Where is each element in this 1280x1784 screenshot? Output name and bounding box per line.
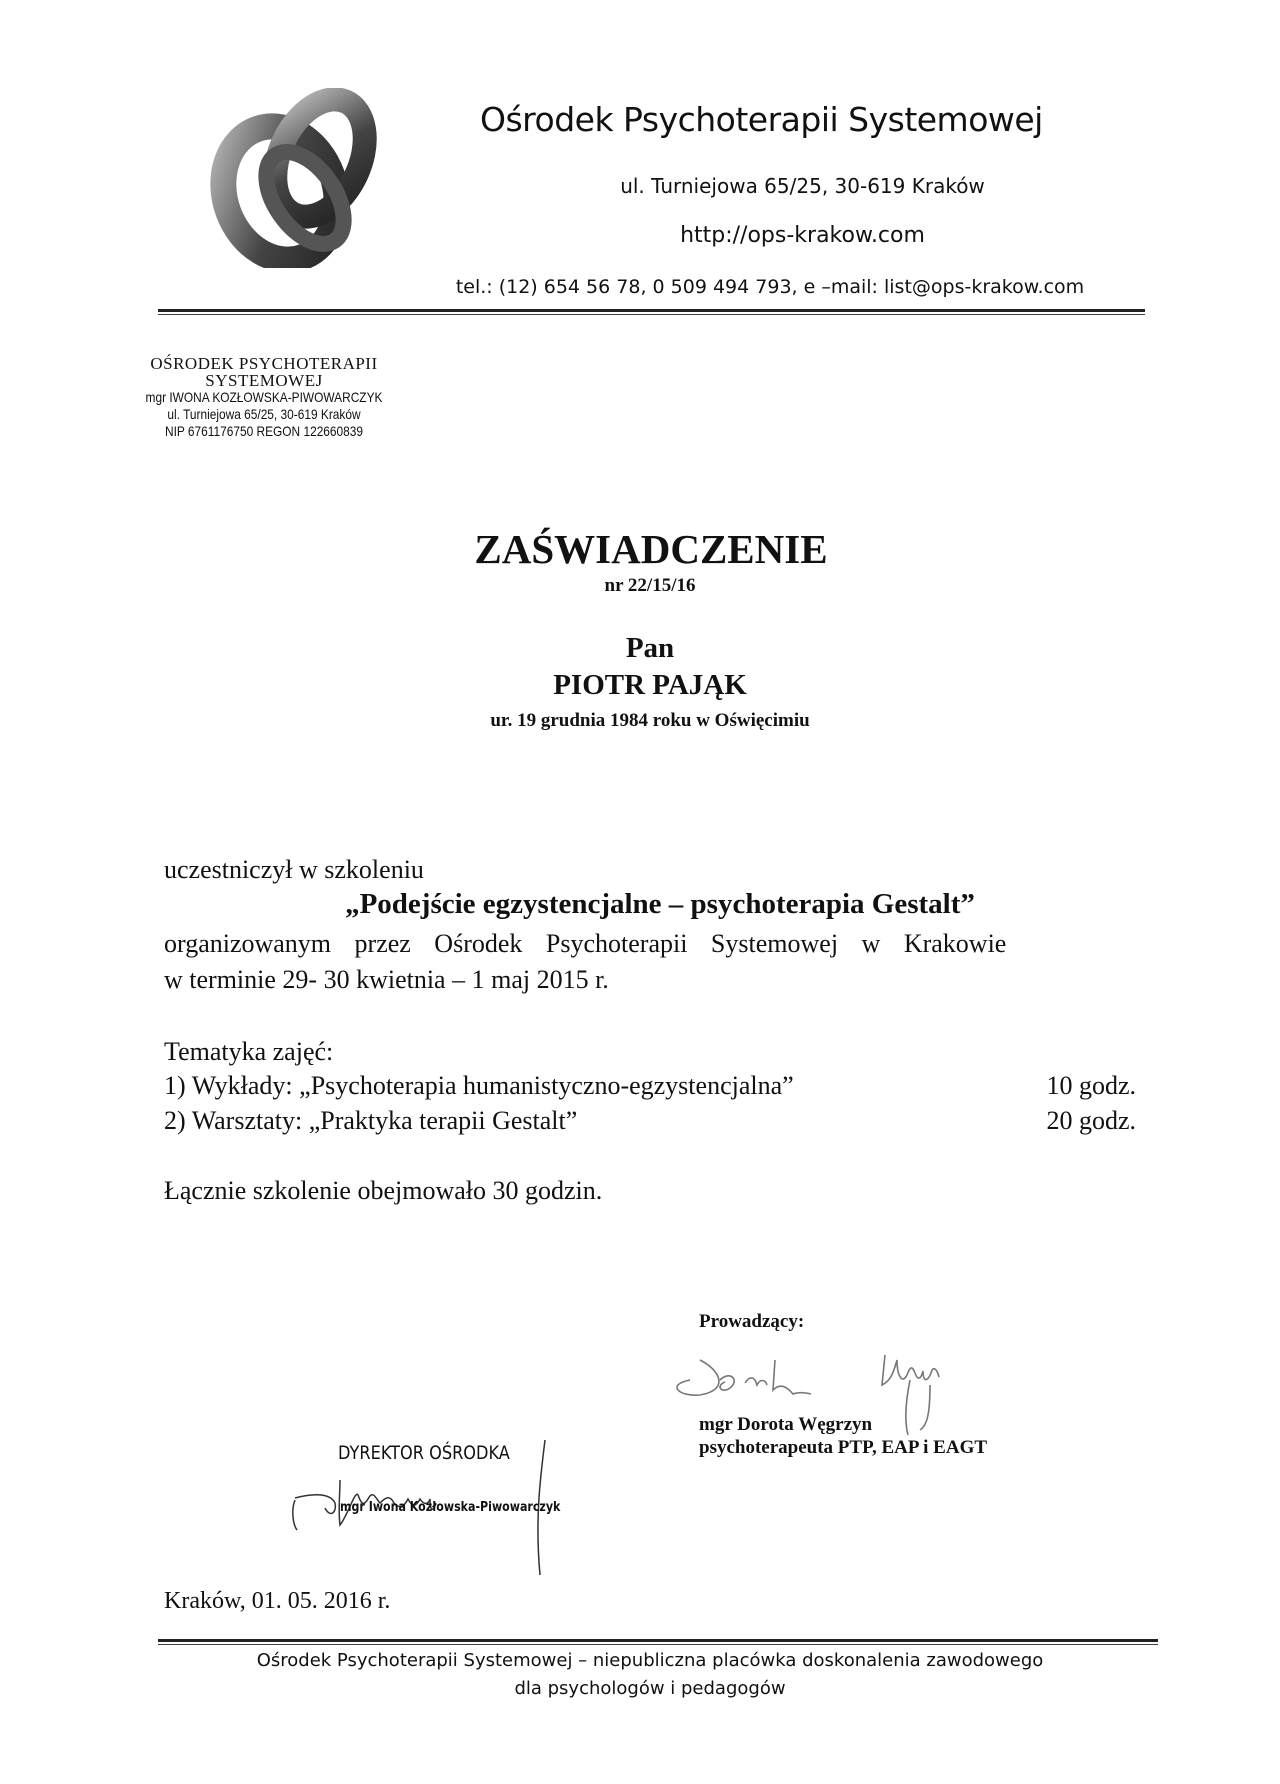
- certificate-number: nr 22/15/16: [604, 575, 696, 596]
- body-line3: organizowanym przez Ośrodek Psychoterapii Systemowej w Krakowie: [164, 929, 1007, 958]
- total-hours: Łącznie szkolenie obejmowało 30 godzin.: [164, 1176, 603, 1205]
- course-title: „Podejście egzystencjalne – psychoterapia Gestalt”: [345, 888, 975, 920]
- topic-2-hours: 20 godz.: [1046, 1106, 1136, 1135]
- org-stamp: [118, 355, 410, 440]
- recipient-name: PIOTR PAJĄK: [553, 669, 747, 701]
- body-line1: uczestniczył w szkoleniu: [164, 855, 424, 884]
- stamp-line5: NIP 6761176750 REGON 122660839: [164, 423, 364, 439]
- header-divider: [158, 309, 1145, 315]
- topic-2: 2) Warsztaty: „Praktyka terapii Gestalt”: [164, 1106, 578, 1135]
- instructor-label: Prowadzący:: [699, 1311, 805, 1332]
- org-contact: tel.: (12) 654 56 78, 0 509 494 793, e –mail: list@ops-krakow.com: [455, 276, 1085, 298]
- topics-label: Tematyka zajęć:: [164, 1037, 334, 1066]
- birth-info: ur. 19 grudnia 1984 roku w Oświęcimiu: [490, 710, 810, 731]
- footer-line1: Ośrodek Psychoterapii Systemowej – niepubliczna placówka doskonalenia zawodowego: [256, 1650, 1044, 1671]
- org-address: ul. Turniejowa 65/25, 30-619 Kraków: [620, 174, 985, 198]
- org-website[interactable]: http://ops-krakow.com: [680, 223, 925, 248]
- instructor-title: psychoterapeuta PTP, EAP i EAGT: [699, 1437, 988, 1458]
- footer-line2: dla psychologów i pedagogów: [514, 1678, 786, 1699]
- director-label: DYREKTOR OŚRODKA: [338, 1442, 510, 1464]
- issue-date: Kraków, 01. 05. 2016 r.: [164, 1588, 391, 1614]
- topic-1: 1) Wykłady: „Psychoterapia humanistyczno-egzystencjalna”: [164, 1071, 794, 1100]
- topic-1-hours: 10 godz.: [1046, 1071, 1136, 1100]
- footer-divider: [158, 1639, 1158, 1645]
- certificate-title: ZAŚWIADCZENIE: [474, 526, 828, 572]
- stamp-line2: SYSTEMOWEJ: [205, 371, 323, 390]
- director-name: mgr Iwona Kozłowska-Piwowarczyk: [340, 1500, 561, 1515]
- instructor-name: mgr Dorota Węgrzyn: [699, 1414, 873, 1435]
- stamp-line1: OŚRODEK PSYCHOTERAPII: [150, 354, 378, 373]
- org-name: Ośrodek Psychoterapii Systemowej: [480, 100, 1043, 139]
- stamp-line3: mgr IWONA KOZŁOWSKA-PIWOWARCZYK: [145, 389, 383, 405]
- knot-logo: [210, 88, 385, 268]
- stamp-line4: ul. Turniejowa 65/25, 30-619 Kraków: [167, 406, 361, 422]
- salutation: Pan: [625, 632, 675, 664]
- body-line4: w terminie 29- 30 kwietnia – 1 maj 2015 r.: [164, 965, 609, 994]
